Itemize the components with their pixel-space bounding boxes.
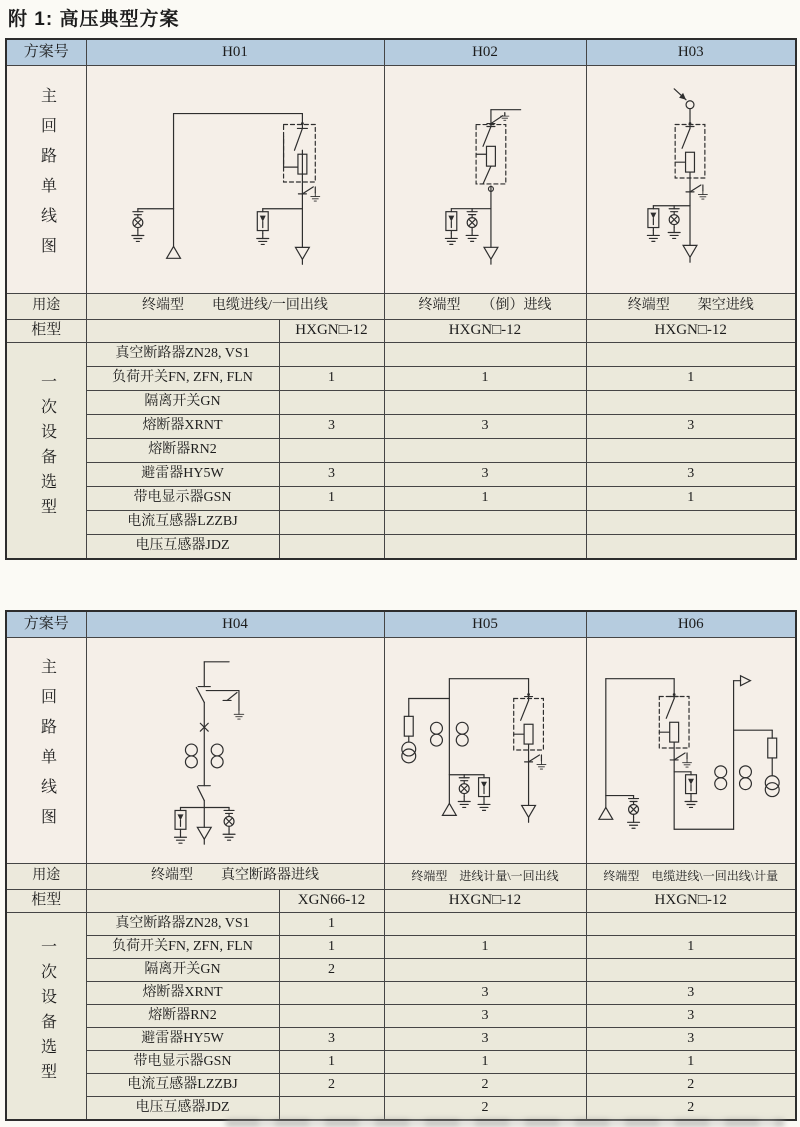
value-cell: 1 (279, 487, 384, 511)
value-cell (586, 391, 796, 415)
circuit-diagram-h01-icon (87, 67, 383, 292)
value-cell: 1 (279, 367, 384, 391)
value-cell: 3 (384, 1028, 586, 1051)
circuit-diagram-h02-icon (385, 67, 585, 292)
equipment-name: 避雷器HY5W (86, 1028, 279, 1051)
value-cell: 1 (586, 936, 796, 959)
single-line-diagram-h01 (86, 66, 384, 294)
cabinet-h04: XGN66-12 (279, 890, 384, 913)
cabinet-h06: HXGN□-12 (586, 890, 796, 913)
value-cell: 2 (586, 1097, 796, 1121)
scheme-h05: H05 (384, 611, 586, 638)
equipment-name: 负荷开关FN, ZFN, FLN (86, 936, 279, 959)
equipment-name: 避雷器HY5W (86, 463, 279, 487)
circuit-diagram-h03-icon (587, 67, 795, 292)
value-cell (279, 391, 384, 415)
cabinet-h01: HXGN□-12 (279, 320, 384, 343)
value-cell (586, 511, 796, 535)
scheme-h04: H04 (86, 611, 384, 638)
value-cell (586, 535, 796, 560)
equipment-name: 电压互感器JDZ (86, 535, 279, 560)
value-cell: 3 (586, 1028, 796, 1051)
value-cell (279, 535, 384, 560)
value-cell: 3 (384, 415, 586, 439)
usage-h03: 终端型 架空进线 (586, 294, 796, 320)
value-cell: 1 (586, 367, 796, 391)
value-cell: 1 (384, 487, 586, 511)
value-cell (279, 439, 384, 463)
value-cell (384, 511, 586, 535)
value-cell: 3 (586, 463, 796, 487)
single-line-diagram-h03 (586, 66, 796, 294)
equipment-name: 熔断器RN2 (86, 439, 279, 463)
circuit-diagram-h05-icon (385, 639, 585, 862)
equipment-name: 真空断路器ZN28, VS1 (86, 343, 279, 367)
value-cell (279, 982, 384, 1005)
scheme-h03: H03 (586, 39, 796, 66)
value-cell (279, 511, 384, 535)
single-line-diagram-h02 (384, 66, 586, 294)
cabinet-empty-cell (86, 890, 279, 913)
value-cell (279, 1097, 384, 1121)
value-cell: 1 (586, 1051, 796, 1074)
usage-h05: 终端型 进线计量\一回出线 (384, 864, 586, 890)
value-cell (279, 1005, 384, 1028)
value-cell: 1 (279, 1051, 384, 1074)
scheme-table-1 (5, 38, 797, 560)
equipment-name: 熔断器RN2 (86, 1005, 279, 1028)
equipment-name: 隔离开关GN (86, 959, 279, 982)
value-cell: 2 (384, 1097, 586, 1121)
value-cell: 3 (384, 982, 586, 1005)
cabinet-row-label: 柜型 (6, 320, 86, 343)
value-cell (586, 959, 796, 982)
value-cell: 1 (279, 936, 384, 959)
value-cell (279, 343, 384, 367)
equipment-name: 熔断器XRNT (86, 982, 279, 1005)
value-cell: 2 (586, 1074, 796, 1097)
usage-row-label: 用途 (6, 864, 86, 890)
scheme-h02: H02 (384, 39, 586, 66)
value-cell: 1 (586, 487, 796, 511)
scheme-h01: H01 (86, 39, 384, 66)
cabinet-empty-cell (86, 320, 279, 343)
scheme-table-2 (5, 610, 797, 1121)
usage-h06: 终端型 电缆进线\一回出线\计量 (586, 864, 796, 890)
single-line-diagram-h05 (384, 638, 586, 864)
circuit-diagram-h04-icon (87, 639, 383, 862)
diagram-row-label: 主回路单线图 (6, 638, 86, 864)
value-cell: 3 (384, 463, 586, 487)
value-cell (384, 439, 586, 463)
usage-row-label: 用途 (6, 294, 86, 320)
equipment-name: 真空断路器ZN28, VS1 (86, 913, 279, 936)
value-cell: 3 (279, 463, 384, 487)
value-cell (586, 913, 796, 936)
diagram-row-label: 主回路单线图 (6, 66, 86, 294)
page-title: 附 1: 高压典型方案 (8, 9, 180, 30)
equipment-name: 带电显示器GSN (86, 487, 279, 511)
equipment-name: 电流互感器LZZBJ (86, 1074, 279, 1097)
value-cell: 3 (279, 415, 384, 439)
equipment-name: 带电显示器GSN (86, 1051, 279, 1074)
equipment-name: 隔离开关GN (86, 391, 279, 415)
value-cell: 2 (279, 1074, 384, 1097)
scheme-h06: H06 (586, 611, 796, 638)
value-cell: 3 (586, 1005, 796, 1028)
value-cell: 3 (384, 1005, 586, 1028)
value-cell: 2 (279, 959, 384, 982)
cabinet-h03: HXGN□-12 (586, 320, 796, 343)
value-cell (384, 913, 586, 936)
value-cell (586, 439, 796, 463)
value-cell: 3 (279, 1028, 384, 1051)
value-cell (384, 535, 586, 560)
single-line-diagram-h04 (86, 638, 384, 864)
equipment-name: 电压互感器JDZ (86, 1097, 279, 1121)
usage-h01: 终端型 电缆进线/一回出线 (86, 294, 384, 320)
circuit-diagram-h06-icon (587, 639, 795, 862)
value-cell (384, 391, 586, 415)
equipment-name: 熔断器XRNT (86, 415, 279, 439)
value-cell (384, 343, 586, 367)
value-cell: 3 (586, 982, 796, 1005)
equipment-group-label: 一次设备选型 (6, 913, 86, 1121)
value-cell: 1 (384, 367, 586, 391)
value-cell: 3 (586, 415, 796, 439)
equipment-name: 负荷开关FN, ZFN, FLN (86, 367, 279, 391)
usage-h02: 终端型 （倒）进线 (384, 294, 586, 320)
equipment-name: 电流互感器LZZBJ (86, 511, 279, 535)
value-cell: 1 (279, 913, 384, 936)
value-cell: 2 (384, 1074, 586, 1097)
value-cell (384, 959, 586, 982)
illegible-cutoff-text-smudge (225, 1119, 785, 1127)
value-cell: 1 (384, 1051, 586, 1074)
scheme-row-label: 方案号 (6, 39, 86, 66)
value-cell (586, 343, 796, 367)
cabinet-h05: HXGN□-12 (384, 890, 586, 913)
equipment-group-label: 一次设备选型 (6, 343, 86, 560)
single-line-diagram-h06 (586, 638, 796, 864)
cabinet-h02: HXGN□-12 (384, 320, 586, 343)
cabinet-row-label: 柜型 (6, 890, 86, 913)
scheme-row-label: 方案号 (6, 611, 86, 638)
usage-h04: 终端型 真空断路器进线 (86, 864, 384, 890)
value-cell: 1 (384, 936, 586, 959)
